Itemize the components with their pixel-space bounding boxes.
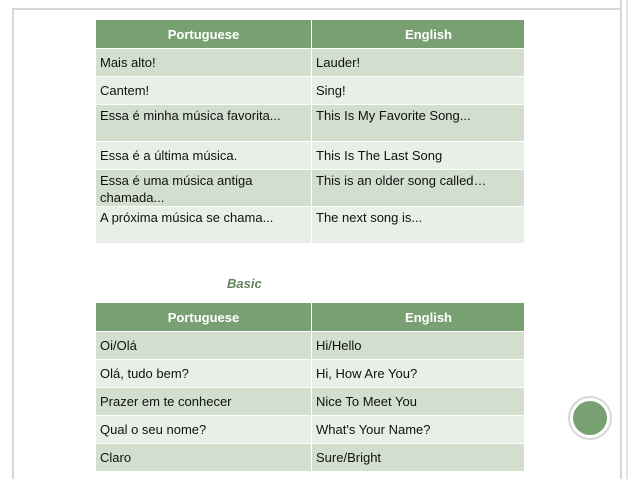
table-row — [96, 207, 525, 244]
english-cell: This Is The Last Song — [312, 142, 525, 170]
table-header-row — [96, 20, 525, 49]
table-row — [96, 142, 525, 170]
table-row — [96, 444, 525, 472]
portuguese-cell: Essa é minha música favorita... — [96, 105, 312, 142]
decorative-circle — [573, 401, 607, 435]
portuguese-cell: Essa é uma música antiga chamada... — [96, 170, 312, 207]
column-header-english: English — [312, 303, 525, 332]
portuguese-cell: A próxima música se chama... — [96, 207, 312, 244]
table-row — [96, 105, 525, 142]
table-row — [96, 360, 525, 388]
basic-phrases-table — [95, 302, 525, 472]
portuguese-cell: Essa é a última música. — [96, 142, 312, 170]
english-cell: Hi, How Are You? — [312, 360, 525, 388]
english-cell: Lauder! — [312, 49, 525, 77]
table-row — [96, 49, 525, 77]
english-cell: The next song is... — [312, 207, 525, 244]
english-cell: Nice To Meet You — [312, 388, 525, 416]
portuguese-cell: Qual o seu nome? — [96, 416, 312, 444]
portuguese-cell: Cantem! — [96, 77, 312, 105]
table-header-row — [96, 303, 525, 332]
section-label-basic: Basic — [227, 276, 262, 291]
portuguese-cell: Claro — [96, 444, 312, 472]
portuguese-cell: Oi/Olá — [96, 332, 312, 360]
english-cell: Sure/Bright — [312, 444, 525, 472]
english-cell: Hi/Hello — [312, 332, 525, 360]
slide-frame-top — [12, 8, 622, 10]
table-row — [96, 77, 525, 105]
slide-frame-left — [12, 8, 14, 479]
english-cell: This is an older song called… — [312, 170, 525, 207]
portuguese-cell: Prazer em te conhecer — [96, 388, 312, 416]
table-row — [96, 170, 525, 207]
portuguese-cell: Olá, tudo bem? — [96, 360, 312, 388]
column-header-portuguese: Portuguese — [96, 303, 312, 332]
table-row — [96, 388, 525, 416]
english-cell: What's Your Name? — [312, 416, 525, 444]
portuguese-cell: Mais alto! — [96, 49, 312, 77]
table-row — [96, 332, 525, 360]
column-header-english: English — [312, 20, 525, 49]
english-cell: Sing! — [312, 77, 525, 105]
slide-frame-right-inner — [626, 0, 628, 479]
slide-frame-right — [620, 0, 622, 479]
column-header-portuguese: Portuguese — [96, 20, 312, 49]
table-row — [96, 416, 525, 444]
english-cell: This Is My Favorite Song... — [312, 105, 525, 142]
phrases-table — [95, 19, 525, 244]
